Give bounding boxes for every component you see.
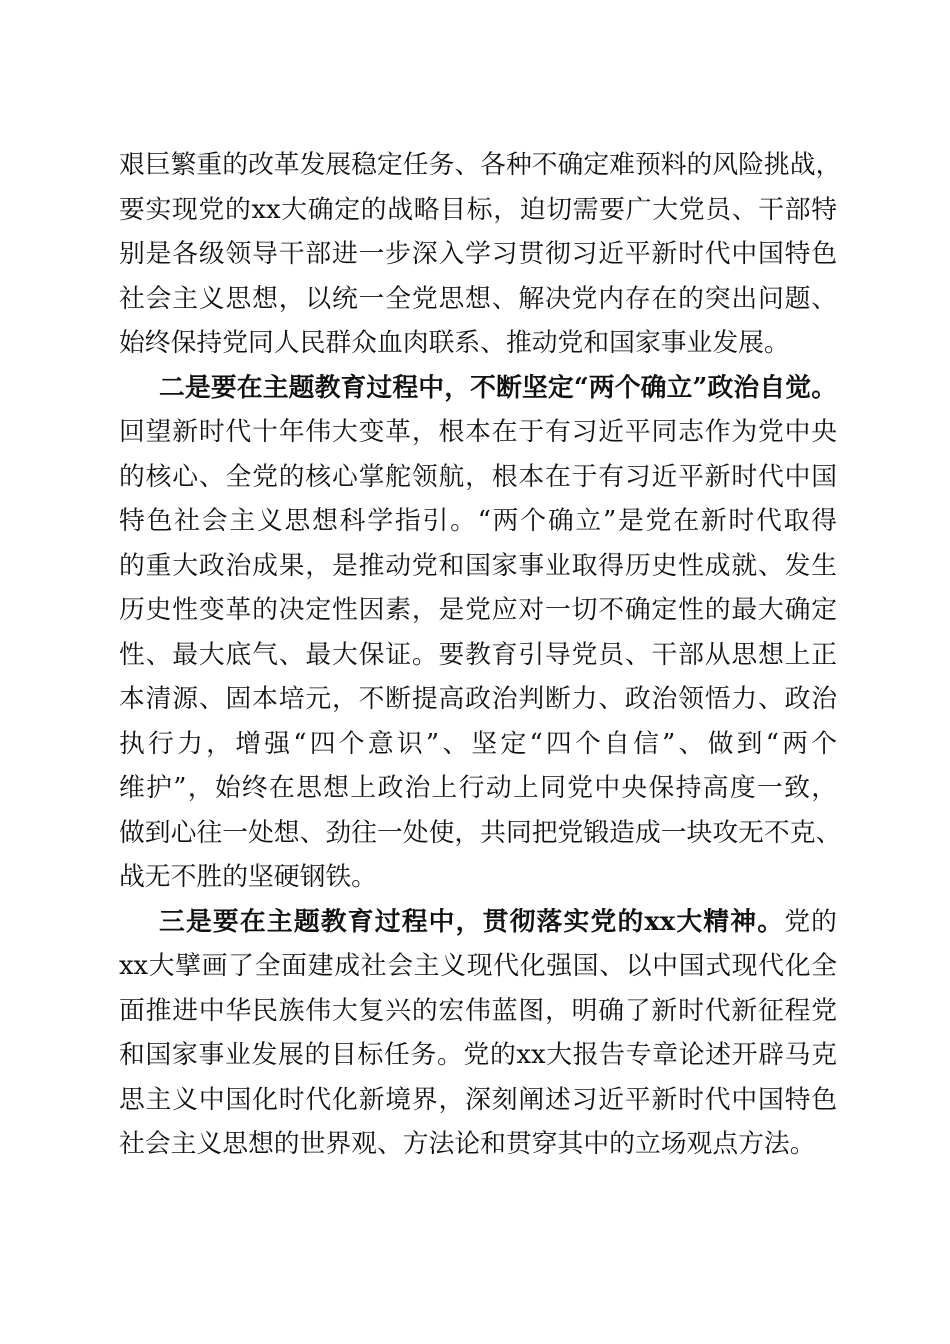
text-line (119, 321, 837, 366)
paragraph-p2 (119, 366, 842, 900)
line-text: 做到心往一处想、劲往一处使，共同把党锻造成一块攻无不克、 (119, 817, 842, 848)
text-line (119, 855, 837, 900)
line-text: 维护”，始终在思想上政治上行动上同党中央保持高度一致， (119, 773, 837, 803)
line-text: 历史性变革的决定性因素，是党应对一切不确定性的最大确定 (119, 595, 837, 625)
line-text: 性、最大底气、最大保证。要教育引导党员、干部从思想上正 (119, 639, 837, 670)
text-line (119, 1122, 837, 1167)
text-line (119, 944, 837, 989)
text-line (119, 989, 837, 1034)
line-text: 的核心、全党的核心掌舵领航，根本在于有习近平新时代中国 (119, 461, 837, 492)
line-text: xx大擘画了全面建成社会主义现代化强国、以中国式现代化全 (119, 951, 837, 981)
text-line (119, 633, 837, 678)
line-text: 党的 (784, 906, 837, 937)
text-line (119, 766, 837, 811)
text-line (119, 722, 837, 767)
text-line (119, 455, 837, 500)
text-line (119, 900, 837, 945)
line-text: 和国家事业发展的目标任务。党的xx大报告专章论述开辟马克 (119, 1040, 837, 1070)
line-text: 战无不胜的坚硬钢铁。 (119, 862, 377, 892)
text-line (119, 544, 837, 589)
line-text: 始终保持党同人民群众血肉联系、推动党和国家事业发展。 (119, 328, 790, 358)
text-line (119, 499, 837, 544)
line-text: 本清源、固本培元，不断提高政治判断力、政治领悟力、政治 (119, 684, 837, 714)
line-text: 的重大政治成果，是推动党和国家事业取得历史性成就、发生 (119, 550, 837, 581)
line-text: 特色社会主义思想科学指引。“两个确立”是党在新时代取得 (119, 506, 837, 536)
line-text: 艰巨繁重的改革发展稳定任务、各种不确定难预料的风险挑战， (119, 150, 842, 180)
text-line (119, 143, 842, 188)
line-text: 思主义中国化时代化新境界，深刻阐述习近平新时代中国特色 (119, 1084, 837, 1115)
text-line (119, 410, 837, 455)
document-page (119, 143, 842, 1167)
text-line (119, 1078, 837, 1123)
text-line (119, 232, 837, 277)
text-line (119, 366, 837, 411)
paragraph-lead-sentence: 三是要在主题教育过程中，贯彻落实党的xx大精神。 (159, 906, 785, 937)
line-text: 面推进中华民族伟大复兴的宏伟蓝图，明确了新时代新征程党 (119, 995, 837, 1026)
line-text: 回望新时代十年伟大变革，根本在于有习近平同志作为党中央 (119, 417, 837, 447)
text-line (119, 277, 837, 322)
paragraph-p1 (119, 143, 842, 366)
text-line (119, 677, 837, 722)
line-text: 要实现党的xx大确定的战略目标，迫切需要广大党员、干部特 (119, 194, 837, 225)
text-line (119, 588, 837, 633)
line-text: 别是各级领导干部进一步深入学习贯彻习近平新时代中国特色 (119, 239, 837, 269)
line-text: 社会主义思想，以统一全党思想、解决党内存在的突出问题、 (119, 283, 837, 314)
text-line (119, 811, 842, 856)
paragraph-lead-sentence: 二是要在主题教育过程中，不断坚定“两个确立”政治自觉。 (159, 372, 837, 403)
text-line (119, 1033, 837, 1078)
paragraph-p3 (119, 900, 837, 1167)
line-text: 社会主义思想的世界观、方法论和贯穿其中的立场观点方法。 (119, 1129, 816, 1159)
document-body (119, 143, 842, 1167)
line-text: 执行力，增强“四个意识”、坚定“四个自信”、做到“两个 (119, 728, 837, 759)
text-line (119, 188, 837, 233)
